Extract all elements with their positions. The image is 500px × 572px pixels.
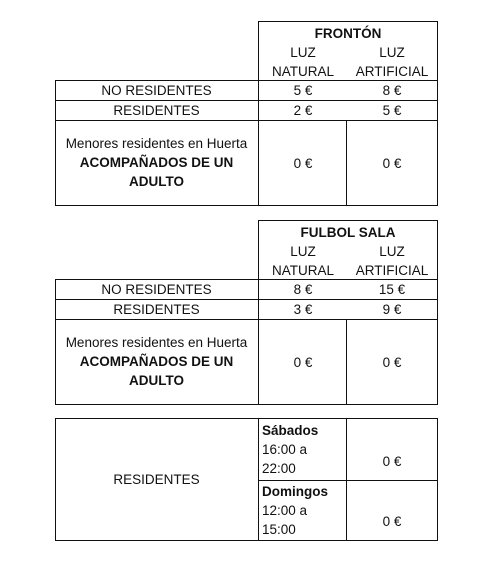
fronton-row1-value1: 5 € (293, 83, 313, 98)
fronton-row2-label: RESIDENTES (113, 103, 200, 118)
futbol-row3-line2: ACOMPAÑADOS DE UN (79, 354, 234, 369)
fronton-row3-value2: 0 € (382, 156, 402, 171)
futbol-row3-line3: ADULTO (129, 373, 184, 388)
futbol-col-divider-a (258, 279, 259, 405)
fronton-row3-value1: 0 € (293, 156, 313, 171)
futbol-col1-line2: NATURAL (271, 263, 334, 278)
futbol-row3-value2: 0 € (382, 355, 402, 370)
sunday-hours-end: 15:00 (262, 522, 296, 537)
weekend-row-divider (258, 480, 438, 481)
fronton-col-divider-a (258, 80, 259, 206)
futbol-row3-line1: Menores residentes en Huerta (65, 335, 248, 350)
futbol-row2-value1: 3 € (293, 302, 313, 317)
saturday-price: 0 € (382, 454, 402, 469)
futbol-row-divider-2 (55, 319, 438, 320)
fronton-row3-line2: ACOMPAÑADOS DE UN (79, 155, 234, 170)
fronton-row1-label: NO RESIDENTES (101, 83, 212, 98)
fronton-row3-line1: Menores residentes en Huerta (65, 136, 248, 151)
fronton-row2-value1: 2 € (293, 103, 313, 118)
futbol-row1-value1: 8 € (293, 282, 313, 297)
fronton-title: FRONTÓN (314, 26, 382, 41)
futbol-row2-label: RESIDENTES (113, 302, 200, 317)
futbol-row3-value1: 0 € (293, 355, 313, 370)
fronton-col1-line1: LUZ (290, 45, 316, 60)
fronton-row3-line3: ADULTO (129, 174, 184, 189)
fronton-row-divider-2 (55, 120, 438, 121)
sunday-title: Domingos (262, 484, 328, 499)
sunday-price: 0 € (382, 514, 402, 529)
fronton-col2-line1: LUZ (379, 45, 405, 60)
weekend-label: RESIDENTES (113, 472, 200, 487)
fronton-col2-line2: ARTIFICIAL (355, 64, 429, 79)
saturday-title: Sábados (262, 423, 319, 438)
fronton-row-divider-1 (55, 100, 438, 101)
futbol-row1-label: NO RESIDENTES (101, 282, 212, 297)
sunday-hours-start: 12:00 a (262, 503, 308, 518)
futbol-col1-line1: LUZ (290, 244, 316, 259)
futbol-row2-value2: 9 € (382, 302, 402, 317)
saturday-hours-end: 22:00 (262, 461, 296, 476)
fronton-col1-line2: NATURAL (271, 64, 334, 79)
futbol-row1-value2: 15 € (378, 282, 406, 297)
fronton-row1-value2: 8 € (382, 83, 402, 98)
futbol-title: FULBOL SALA (300, 225, 396, 240)
saturday-hours-start: 16:00 a (262, 442, 308, 457)
fronton-row2-value2: 5 € (382, 103, 402, 118)
futbol-row-divider-1 (55, 299, 438, 300)
futbol-col2-line1: LUZ (379, 244, 405, 259)
futbol-col2-line2: ARTIFICIAL (355, 263, 429, 278)
